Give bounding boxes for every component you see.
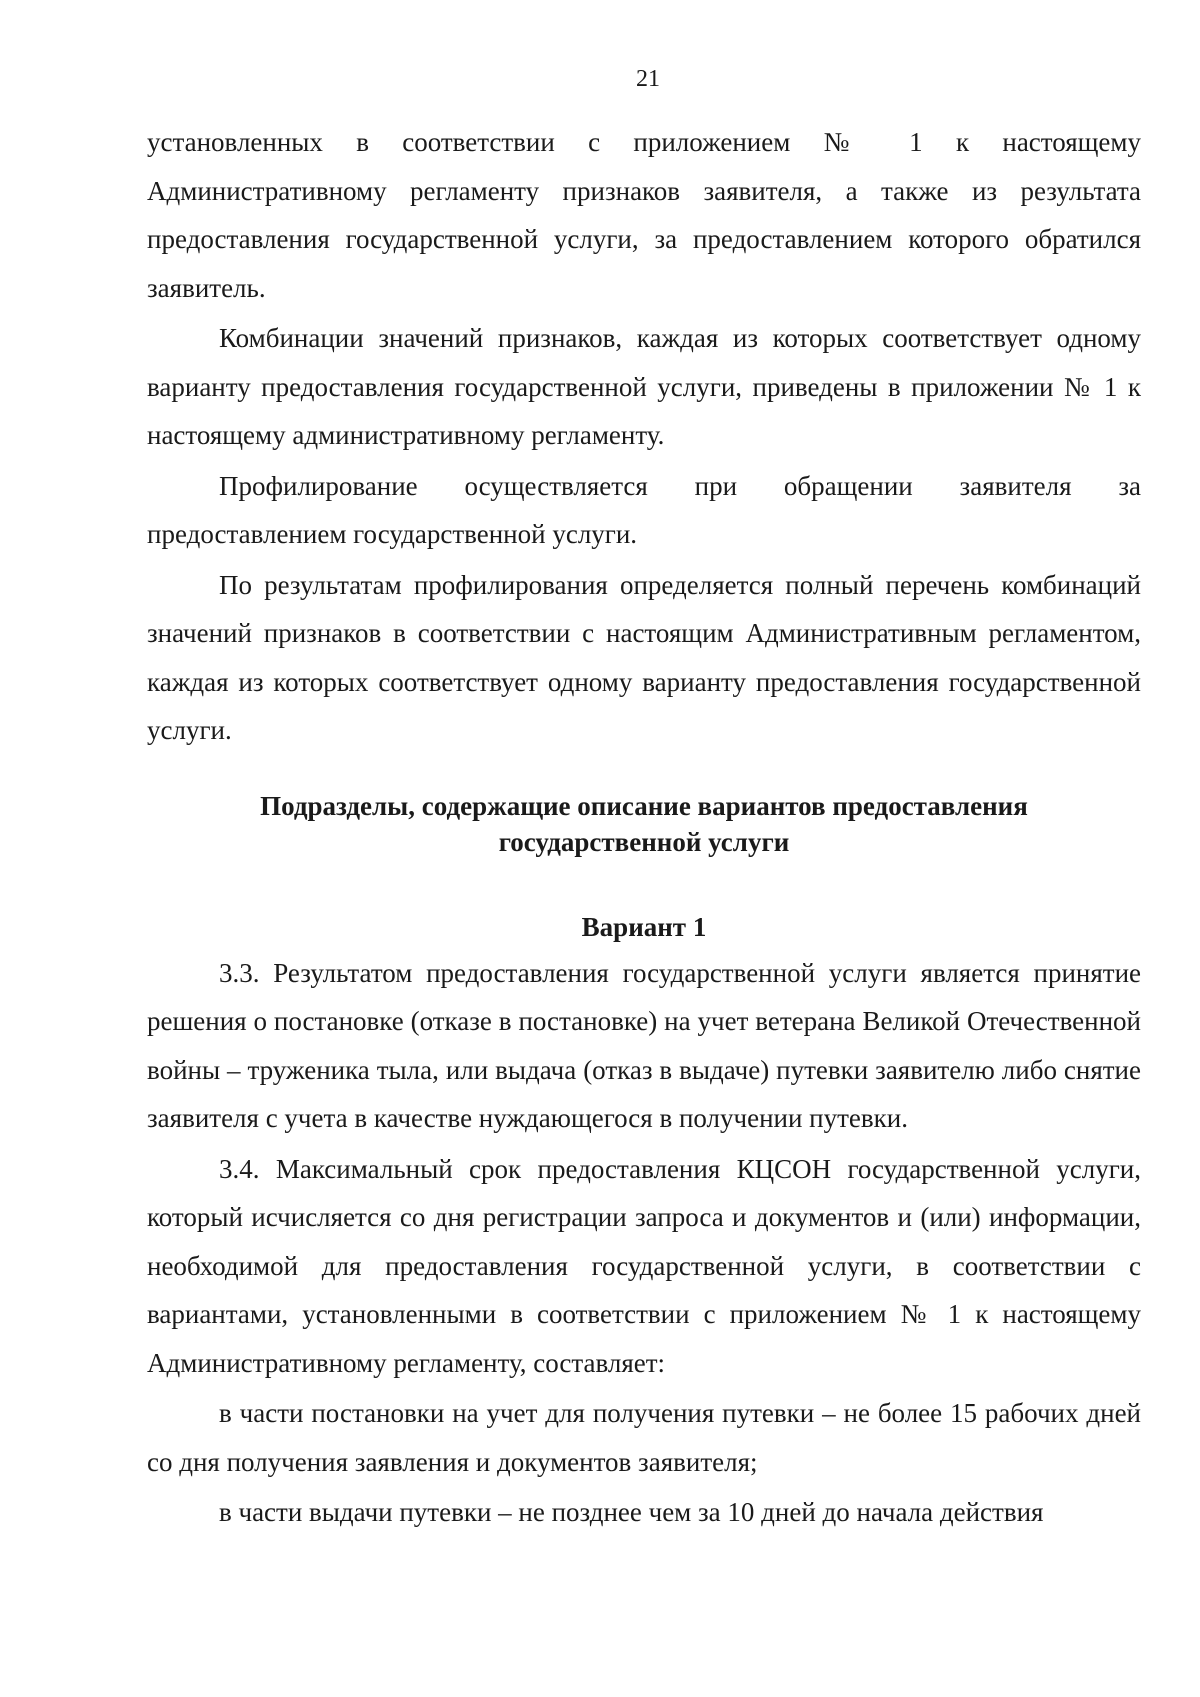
section-heading-line-2: государственной услуги (498, 826, 790, 857)
paragraph-3-4: 3.4. Максимальный срок предоставления КЦСОН государственной услуги, который исчисляется со дня регистрации запроса и документов и (или) информации, необходимой для предоставления государственной услуги, в соответствии с вариантами, установленными в соответствии с приложением № 1 к настоящему Административному регламенту, составляет: (147, 1153, 1141, 1378)
paragraph-issue-term: в части выдачи путевки – не позднее чем за 10 дней до начала действия (219, 1497, 1044, 1527)
paragraph-registration-term: в части постановки на учет для получения путевки – не более 15 рабочих дней со дня получения заявления и документов заявителя; (147, 1398, 1141, 1477)
document-body (147, 118, 1141, 1539)
section-heading (147, 789, 1141, 859)
paragraph-continuation: установленных в соответствии с приложением № 1 к настоящему Административному регламенту признаков заявителя, а также из результата предоставления государственной услуги, за предоставлением которого обратился заявитель. (147, 127, 1141, 303)
paragraph-profiling: Профилирование осуществляется при обращении заявителя за предоставлением государственной услуги. (147, 470, 1141, 549)
paragraph-combinations: Комбинации значений признаков, каждая из которых соответствует одному варианту предоставления государственной услуги, приведены в приложении № 1 к настоящему административному регламенту. (147, 323, 1141, 450)
section-heading-line-1: Подразделы, содержащие описание вариантов предоставления (260, 790, 1028, 821)
paragraph-3-3: 3.3. Результатом предоставления государственной услуги является принятие решения о постановке (отказе в постановке) на учет ветерана Великой Отечественной войны – труженика тыла, или выдача (отказ в выдаче) путевки заявителю либо снятие заявителя с учета в качестве нуждающегося в получении путевки. (147, 957, 1141, 1133)
page-number: 21 (636, 66, 660, 92)
paragraph-profiling-results: По результатам профилирования определяется полный перечень комбинаций значений признаков в соответствии с настоящим Административным регламентом, каждая из которых соответствует одному варианту предоставления государственной услуги. (147, 569, 1141, 745)
variant-heading: Вариант 1 (581, 911, 707, 942)
